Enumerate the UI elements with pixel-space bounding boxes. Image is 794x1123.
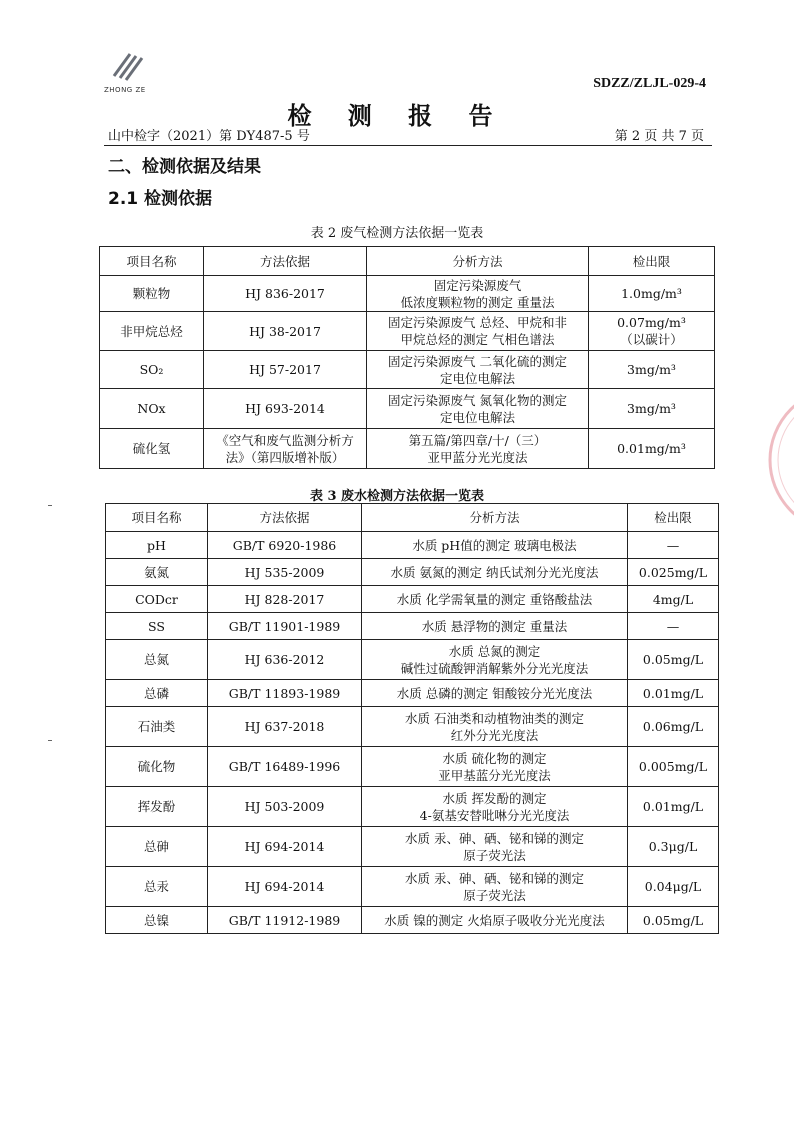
analysis-cell-line: 水质 总磷的测定 钼酸铵分光光度法 bbox=[396, 685, 593, 701]
analysis-cell-line: 水质 总氮的测定 bbox=[448, 643, 541, 659]
analysis-cell bbox=[367, 389, 589, 429]
analysis-cell-line: 水质 硫化物的测定 bbox=[442, 750, 547, 766]
analysis-cell-line: 低浓度颗粒物的测定 重量法 bbox=[400, 294, 555, 310]
table-row bbox=[106, 787, 719, 827]
method-basis-cell: HJ 694-2014 bbox=[208, 867, 362, 907]
analysis-cell-line: 原子荧光法 bbox=[463, 887, 526, 903]
margin-mark bbox=[48, 505, 52, 506]
col-header-limit: 检出限 bbox=[628, 504, 719, 532]
table-row bbox=[100, 276, 715, 312]
limit-cell: 0.3μg/L bbox=[628, 827, 719, 867]
limit-cell: 0.06mg/L bbox=[628, 707, 719, 747]
limit-cell bbox=[589, 276, 715, 312]
method-basis-cell: GB/T 6920-1986 bbox=[208, 532, 362, 559]
margin-mark bbox=[48, 740, 52, 741]
limit-cell bbox=[589, 389, 715, 429]
analysis-cell bbox=[362, 559, 628, 586]
analysis-cell-line: 水质 氨氮的测定 纳氏试剂分光光度法 bbox=[390, 564, 599, 580]
report-number: 山中检字（2021）第 DY487-5 号 bbox=[108, 129, 310, 144]
method-basis-cell: GB/T 11901-1989 bbox=[208, 613, 362, 640]
method-basis-cell: HJ 57-2017 bbox=[204, 351, 367, 389]
subsection-heading: 2.1 检测依据 bbox=[108, 189, 213, 209]
analysis-cell-line: 甲烷总烃的测定 气相色谱法 bbox=[400, 332, 555, 347]
item-cell: NOx bbox=[100, 389, 204, 429]
table-row bbox=[106, 586, 719, 613]
analysis-cell-line: 水质 石油类和动植物油类的测定 bbox=[405, 710, 584, 726]
analysis-cell-line: 4-氨基安替吡啉分光光度法 bbox=[419, 807, 570, 823]
analysis-cell-line: 水质 汞、砷、硒、铋和锑的测定 bbox=[405, 870, 584, 886]
seal-stamp-fragment bbox=[764, 380, 794, 540]
item-cell: SS bbox=[106, 613, 208, 640]
analysis-cell bbox=[362, 867, 628, 907]
waste-water-method-table bbox=[105, 503, 719, 934]
analysis-cell-line: 水质 镍的测定 火焰原子吸收分光光度法 bbox=[384, 912, 605, 928]
analysis-cell bbox=[367, 276, 589, 312]
analysis-cell-line: 定电位电解法 bbox=[439, 409, 515, 425]
analysis-cell bbox=[362, 586, 628, 613]
limit-cell-line: 0.07mg/m³ bbox=[617, 315, 686, 330]
table-row bbox=[100, 429, 715, 469]
table-row bbox=[106, 907, 719, 934]
item-cell: pH bbox=[106, 532, 208, 559]
analysis-cell-line: 定电位电解法 bbox=[439, 370, 515, 386]
item-cell: 非甲烷总烃 bbox=[100, 312, 204, 351]
analysis-cell bbox=[362, 640, 628, 680]
method-basis-cell: 《空气和废气监测分析方法》（第四版增补版） bbox=[204, 429, 367, 469]
header-rule bbox=[104, 145, 712, 146]
col-header-method-basis: 方法依据 bbox=[204, 247, 367, 276]
waste-gas-method-table bbox=[99, 246, 715, 469]
analysis-cell-line: 亚甲蓝分光光度法 bbox=[427, 449, 528, 465]
analysis-cell bbox=[362, 827, 628, 867]
analysis-cell bbox=[367, 429, 589, 469]
item-cell: 总磷 bbox=[106, 680, 208, 707]
item-cell: CODcr bbox=[106, 586, 208, 613]
method-basis-cell: GB/T 11912-1989 bbox=[208, 907, 362, 934]
item-cell: 挥发酚 bbox=[106, 787, 208, 827]
analysis-cell-line: 固定污染源废气 氮氧化物的测定 bbox=[388, 392, 567, 408]
limit-cell-line: 3mg/m³ bbox=[627, 362, 676, 377]
section-heading: 二、检测依据及结果 bbox=[108, 157, 261, 177]
col-header-analysis: 分析方法 bbox=[362, 504, 628, 532]
col-header-item: 项目名称 bbox=[100, 247, 204, 276]
analysis-cell-line: 亚甲基蓝分光光度法 bbox=[438, 767, 551, 783]
analysis-cell bbox=[362, 907, 628, 934]
analysis-cell-line: 水质 悬浮物的测定 重量法 bbox=[421, 618, 568, 634]
analysis-cell-line: 水质 化学需氧量的测定 重铬酸盐法 bbox=[396, 591, 593, 607]
analysis-cell-line: 红外分光光度法 bbox=[450, 727, 539, 743]
document-number: SDZZ/ZLJL-029-4 bbox=[593, 76, 706, 91]
page-indicator: 第 2 页 共 7 页 bbox=[614, 129, 704, 144]
report-title: 检 测 报 告 bbox=[287, 101, 507, 130]
table-row bbox=[106, 680, 719, 707]
analysis-cell bbox=[367, 312, 589, 351]
analysis-cell bbox=[362, 707, 628, 747]
item-cell: 总砷 bbox=[106, 827, 208, 867]
limit-cell: 0.05mg/L bbox=[628, 907, 719, 934]
col-header-item: 项目名称 bbox=[106, 504, 208, 532]
limit-cell bbox=[589, 351, 715, 389]
table-row bbox=[100, 389, 715, 429]
analysis-cell-line: 水质 pH值的测定 玻璃电极法 bbox=[412, 537, 577, 553]
analysis-cell-line: 水质 挥发酚的测定 bbox=[442, 790, 547, 806]
limit-cell: 0.01mg/L bbox=[628, 787, 719, 827]
item-cell: 氨氮 bbox=[106, 559, 208, 586]
analysis-cell-line: 水质 汞、砷、硒、铋和锑的测定 bbox=[405, 830, 584, 846]
limit-cell bbox=[589, 429, 715, 469]
analysis-cell-line: 原子荧光法 bbox=[463, 847, 526, 863]
method-basis-cell: HJ 535-2009 bbox=[208, 559, 362, 586]
limit-cell-line: 0.01mg/m³ bbox=[617, 441, 686, 456]
analysis-cell bbox=[362, 787, 628, 827]
table-row bbox=[106, 747, 719, 787]
item-cell: 硫化氢 bbox=[100, 429, 204, 469]
item-cell: 总镍 bbox=[106, 907, 208, 934]
limit-cell bbox=[589, 312, 715, 351]
table-row bbox=[106, 613, 719, 640]
limit-cell: 0.04μg/L bbox=[628, 867, 719, 907]
col-header-analysis: 分析方法 bbox=[367, 247, 589, 276]
item-cell: 总汞 bbox=[106, 867, 208, 907]
analysis-cell bbox=[362, 680, 628, 707]
limit-cell: 4mg/L bbox=[628, 586, 719, 613]
method-basis-cell: HJ 694-2014 bbox=[208, 827, 362, 867]
table3-caption: 表 3 废水检测方法依据一览表 bbox=[309, 489, 485, 504]
limit-cell: 0.01mg/L bbox=[628, 680, 719, 707]
analysis-cell bbox=[362, 532, 628, 559]
col-header-method-basis: 方法依据 bbox=[208, 504, 362, 532]
item-cell: SO₂ bbox=[100, 351, 204, 389]
analysis-cell-line: 固定污染源废气 总烃、甲烷和非 bbox=[388, 315, 567, 330]
method-basis-cell: HJ 38-2017 bbox=[204, 312, 367, 351]
method-basis-cell: HJ 836-2017 bbox=[204, 276, 367, 312]
table-row bbox=[106, 640, 719, 680]
method-basis-cell: GB/T 16489-1996 bbox=[208, 747, 362, 787]
limit-cell: 0.005mg/L bbox=[628, 747, 719, 787]
method-basis-cell: GB/T 11893-1989 bbox=[208, 680, 362, 707]
col-header-limit: 检出限 bbox=[589, 247, 715, 276]
method-basis-cell: HJ 637-2018 bbox=[208, 707, 362, 747]
item-cell: 硫化物 bbox=[106, 747, 208, 787]
analysis-cell-line: 碱性过硫酸钾消解紫外分光光度法 bbox=[400, 660, 589, 676]
limit-cell: — bbox=[628, 613, 719, 640]
table-row bbox=[106, 867, 719, 907]
table-row bbox=[106, 707, 719, 747]
limit-cell: 0.05mg/L bbox=[628, 640, 719, 680]
limit-cell-line: 1.0mg/m³ bbox=[621, 286, 682, 301]
method-basis-cell: HJ 828-2017 bbox=[208, 586, 362, 613]
logo-text: ZHONG ZE bbox=[104, 86, 146, 94]
limit-cell-line: 3mg/m³ bbox=[627, 401, 676, 416]
analysis-cell bbox=[362, 747, 628, 787]
limit-cell-line: （以碳计） bbox=[620, 332, 683, 347]
method-basis-cell: HJ 636-2012 bbox=[208, 640, 362, 680]
analysis-cell-line: 固定污染源废气 bbox=[433, 277, 522, 293]
analysis-cell-line: 第五篇/第四章/十/（三） bbox=[408, 432, 547, 448]
analysis-cell-line: 固定污染源废气 二氧化硫的测定 bbox=[388, 353, 567, 369]
table-row bbox=[106, 532, 719, 559]
table-row bbox=[106, 559, 719, 586]
analysis-cell bbox=[362, 613, 628, 640]
item-cell: 石油类 bbox=[106, 707, 208, 747]
table-row bbox=[106, 827, 719, 867]
limit-cell: — bbox=[628, 532, 719, 559]
analysis-cell bbox=[367, 351, 589, 389]
table-row bbox=[100, 351, 715, 389]
limit-cell: 0.025mg/L bbox=[628, 559, 719, 586]
method-basis-cell: HJ 693-2014 bbox=[204, 389, 367, 429]
table2-caption: 表 2 废气检测方法依据一览表 bbox=[310, 226, 484, 241]
item-cell: 颗粒物 bbox=[100, 276, 204, 312]
table-row bbox=[100, 312, 715, 351]
item-cell: 总氮 bbox=[106, 640, 208, 680]
method-basis-cell: HJ 503-2009 bbox=[208, 787, 362, 827]
